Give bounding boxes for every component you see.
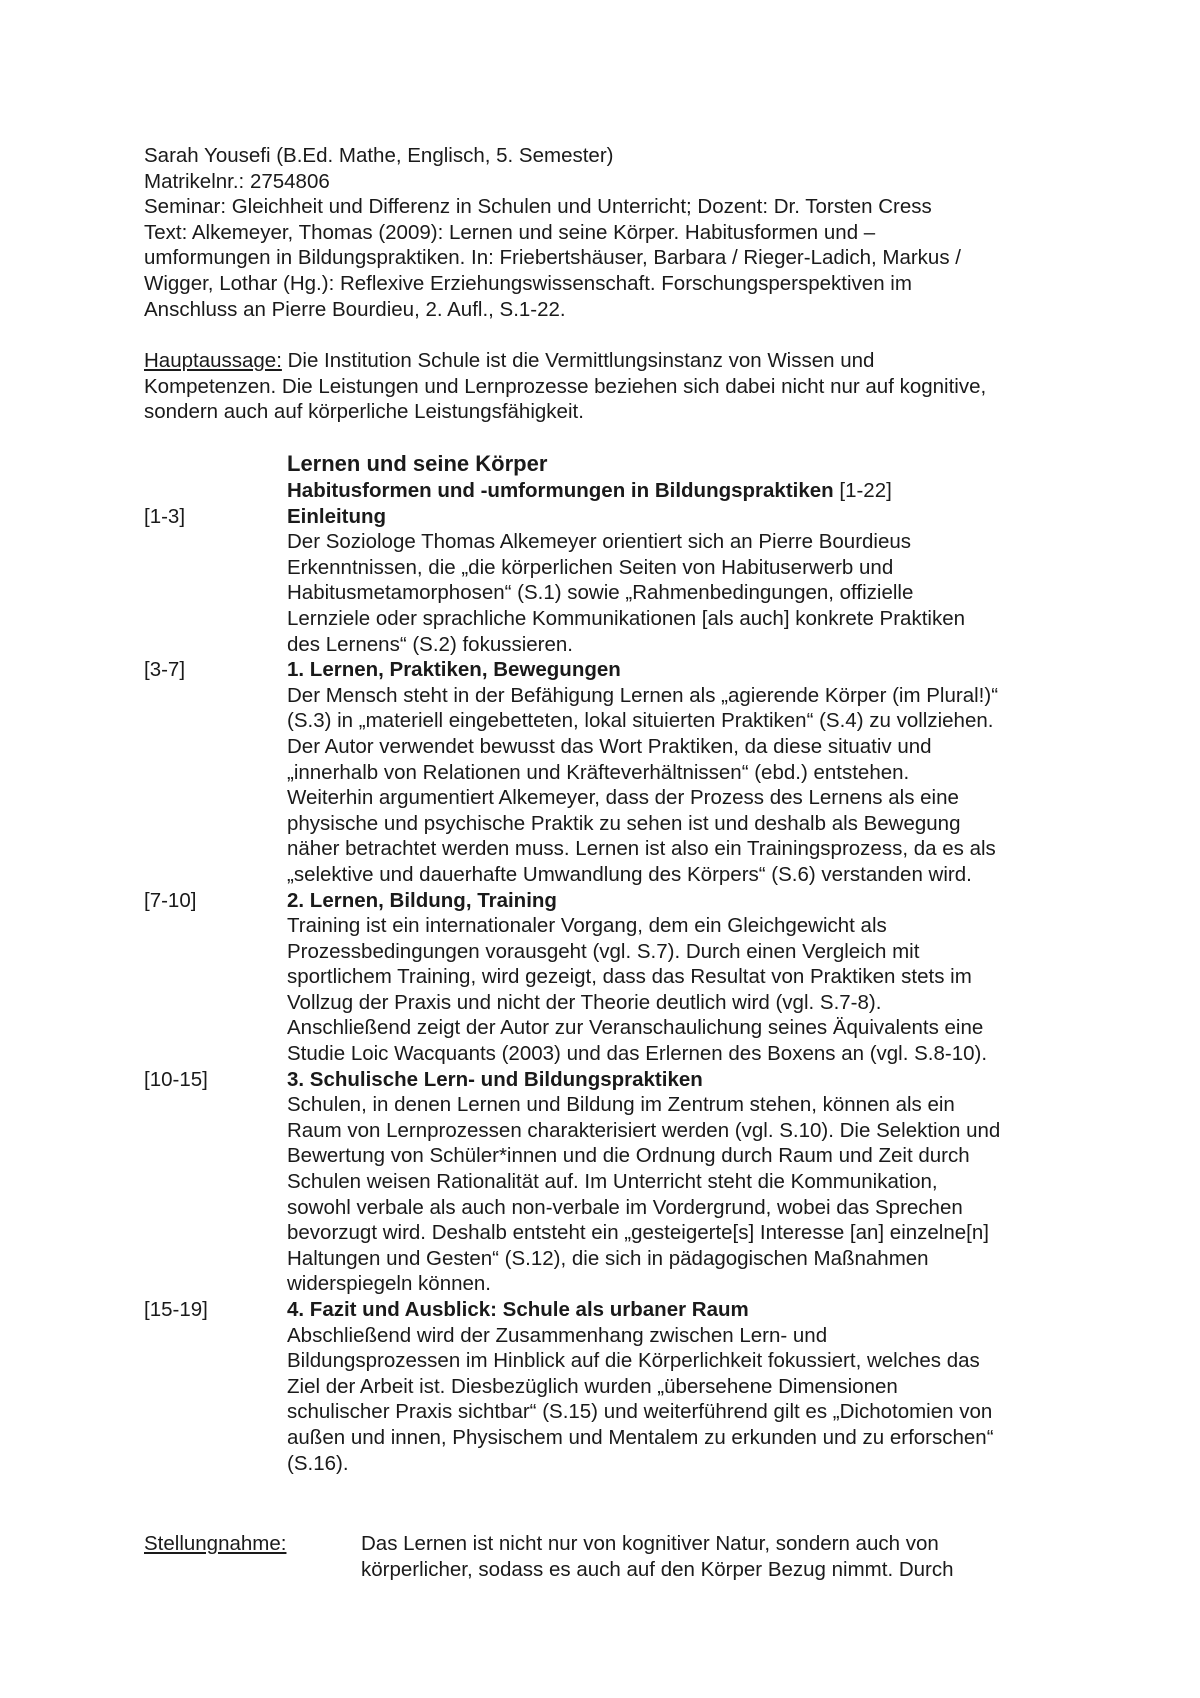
section-text-line: Abschließend wird der Zusammenhang zwischen Lern- und <box>287 1323 828 1347</box>
section-text-line: Der Soziologe Thomas Alkemeyer orientiert sich an Pierre Bourdieus <box>287 530 912 554</box>
section-heading: 1. Lernen, Praktiken, Bewegungen <box>287 658 621 682</box>
section-text-line: widerspiegeln können. <box>287 1272 491 1296</box>
section-fazit <box>144 1297 1094 1476</box>
author-line: Sarah Yousefi (B.Ed. Mathe, Englisch, 5. Semester) <box>144 144 614 167</box>
section-lernen-bildung <box>144 888 1094 1067</box>
main-statement-line: Kompetenzen. Die Leistungen und Lernprozesse beziehen sich dabei nicht nur auf kognitive, <box>144 374 987 398</box>
page-range: [3-7] <box>144 658 186 682</box>
section-text-line: Lernziele oder sprachliche Kommunikationen [als auch] konkrete Praktiken <box>287 606 966 630</box>
section-text-line: „selektive und dauerhafte Umwandlung des Körpers“ (S.6) verstanden wird. <box>287 862 972 886</box>
section-text-line: des Lernens“ (S.2) fokussieren. <box>287 632 573 656</box>
section-text-line: Der Mensch steht in der Befähigung Lernen als „agierende Körper (im Plural!)“ <box>287 683 999 707</box>
section-text-line: Raum von Lernprozessen charakterisiert werden (vgl. S.10). Die Selektion und <box>287 1118 1001 1142</box>
page-range: [10-15] <box>144 1067 208 1091</box>
section-text-line: bevorzugt wird. Deshalb entsteht ein „gesteigerte[s] Interesse [an] einzelne[n] <box>287 1221 989 1245</box>
section-text-line: „innerhalb von Relationen und Kräfteverhältnissen“ (ebd.) entstehen. <box>287 760 910 784</box>
section-text-line: Weiterhin argumentiert Alkemeyer, dass der Prozess des Lernens als eine <box>287 786 959 810</box>
section-text-line: Erkenntnissen, die „die körperlichen Seiten von Habituserwerb und <box>287 555 894 579</box>
section-text-line: physische und psychische Praktik zu sehen ist und deshalb als Bewegung <box>287 811 961 835</box>
section-text-line: Prozessbedingungen vorausgeht (vgl. S.7). Durch einen Vergleich mit <box>287 939 920 963</box>
section-body <box>287 888 1094 1067</box>
page-range: [15-19] <box>144 1298 208 1321</box>
section-text-line: Haltungen und Gesten“ (S.12), die sich in pädagogischen Maßnahmen <box>287 1246 929 1270</box>
main-statement <box>144 348 1089 425</box>
section-text-line: außen und innen, Physischem und Mentalem zu erkunden und zu erforschen“ <box>287 1425 994 1449</box>
section-text-line: Ziel der Arbeit ist. Diesbezüglich wurden „übersehene Dimensionen <box>287 1374 898 1398</box>
summary-section <box>144 450 1094 1476</box>
section-text-line: Training ist ein internationaler Vorgang, dem ein Gleichgewicht als <box>287 914 887 938</box>
section-text-line: Vollzug der Praxis und nicht der Theorie deutlich wird (vgl. S.7-8). <box>287 990 882 1014</box>
subtitle-page-range: [1-22] <box>833 479 892 502</box>
section-body <box>287 504 1094 658</box>
section-text-line: Studie Loic Wacquants (2003) und das Erlernen des Boxens an (vgl. S.8-10). <box>287 1042 988 1066</box>
document-subtitle <box>287 478 1094 504</box>
section-text-line: Schulen weisen Rationalität auf. Im Unterricht steht die Kommunikation, <box>287 1170 938 1194</box>
text-reference-line: Text: Alkemeyer, Thomas (2009): Lernen und seine Körper. Habitusformen und – <box>144 220 876 244</box>
header-block <box>144 143 1084 322</box>
text-reference-line: Wigger, Lothar (Hg.): Reflexive Erziehungswissenschaft. Forschungsperspektiven im <box>144 271 912 295</box>
main-statement-label: Hauptaussage: <box>144 349 282 372</box>
document-title: Lernen und seine Körper <box>287 451 548 476</box>
stellungnahme-section <box>144 1531 1094 1582</box>
text-reference-line: umformungen in Bildungspraktiken. In: Friebertshäuser, Barbara / Rieger-Ladich, Markus / <box>144 246 961 270</box>
section-text-line: näher betrachtet werden muss. Lernen ist also ein Trainingsprozess, da es als <box>287 837 996 861</box>
main-statement-line: sondern auch auf körperliche Leistungsfähigkeit. <box>144 400 584 424</box>
section-schulische-praktiken <box>144 1067 1094 1297</box>
main-statement-text: Die Institution Schule ist die Vermittlungsinstanz von Wissen und <box>281 349 875 372</box>
section-heading: Einleitung <box>287 504 387 528</box>
section-body <box>287 657 1094 887</box>
subtitle-text: Habitusformen und -umformungen in Bildungspraktiken <box>287 479 834 502</box>
section-body <box>287 1067 1094 1297</box>
section-text-line: Bildungsprozessen im Hinblick auf die Körperlichkeit fokussiert, welches das <box>287 1349 980 1373</box>
stellungnahme-line: Das Lernen ist nicht nur von kognitiver Natur, sondern auch von <box>361 1532 939 1555</box>
section-text-line: Anschließend zeigt der Autor zur Veranschaulichung seines Äquivalents eine <box>287 1016 984 1040</box>
section-body <box>287 1297 1094 1476</box>
section-text-line: Habitusmetamorphosen“ (S.1) sowie „Rahmenbedingungen, offizielle <box>287 581 914 605</box>
section-text-line: (S.3) in „materiell eingebetteten, lokal situierten Praktiken“ (S.4) zu vollziehen. <box>287 709 994 733</box>
section-lernen-praktiken <box>144 657 1094 887</box>
section-text-line: Der Autor verwendet bewusst das Wort Praktiken, da diese situativ und <box>287 734 932 758</box>
section-heading: 4. Fazit und Ausblick: Schule als urbaner Raum <box>287 1298 749 1321</box>
matrikel-line: Matrikelnr.: 2754806 <box>144 169 330 193</box>
stellungnahme-label: Stellungnahme: <box>144 1532 287 1555</box>
section-text-line: (S.16). <box>287 1451 349 1475</box>
section-einleitung <box>144 504 1094 658</box>
stellungnahme-body <box>361 1531 1094 1582</box>
section-heading: 3. Schulische Lern- und Bildungspraktiken <box>287 1067 703 1091</box>
seminar-line: Seminar: Gleichheit und Differenz in Schulen und Unterricht; Dozent: Dr. Torsten Cress <box>144 195 932 219</box>
section-text-line: schulischer Praxis sichtbar“ (S.15) und weiterführend gilt es „Dichotomien von <box>287 1400 993 1424</box>
page-range: [1-3] <box>144 504 186 528</box>
section-text-line: sportlichem Training, wird gezeigt, dass das Resultat von Praktiken stets im <box>287 965 972 989</box>
main-statement-line <box>144 348 1089 374</box>
section-text-line: Bewertung von Schüler*innen und die Ordnung durch Raum und Zeit durch <box>287 1144 970 1168</box>
text-reference-line: Anschluss an Pierre Bourdieu, 2. Aufl., S.1-22. <box>144 297 566 321</box>
stellungnahme-line: körperlicher, sodass es auch auf den Körper Bezug nimmt. Durch <box>361 1557 954 1581</box>
section-heading: 2. Lernen, Bildung, Training <box>287 888 557 912</box>
page-range: [7-10] <box>144 888 197 912</box>
section-text-line: sowohl verbale als auch non-verbale im Vordergrund, wobei das Sprechen <box>287 1195 963 1219</box>
section-text-line: Schulen, in denen Lernen und Bildung im Zentrum stehen, können als ein <box>287 1093 955 1117</box>
